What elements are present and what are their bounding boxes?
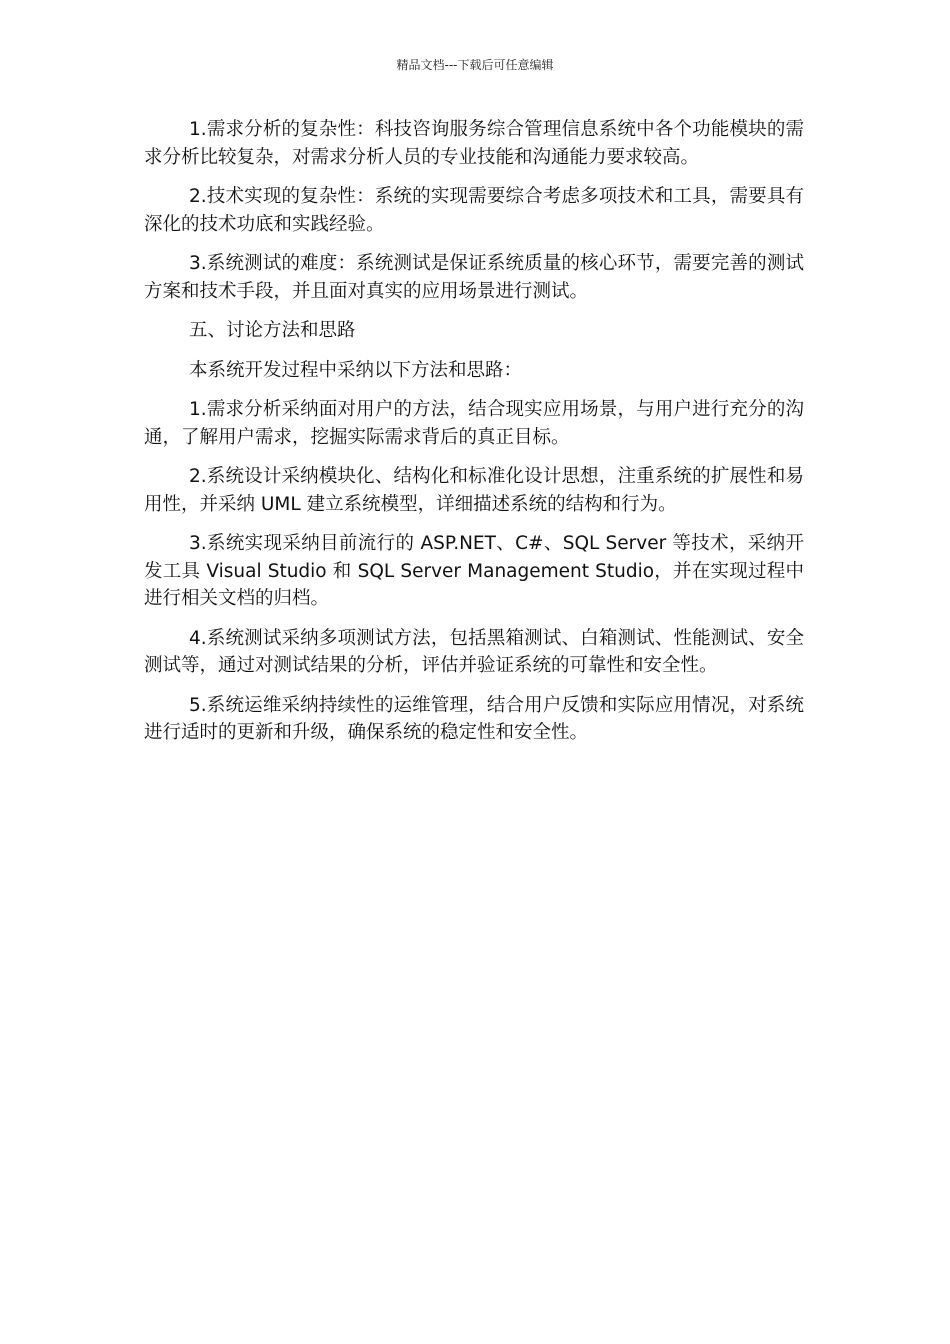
section-heading: 五、讨论方法和思路 [189,320,356,341]
document-body [144,116,804,759]
paragraph-method-testing: 4.系统测试采纳多项测试方法，包括黑箱测试、白箱测试、性能测试、安全测试等，通过对测试结果的分析，评估并验证系统的可靠性和安全性。 [144,627,804,676]
paragraph-method-requirements: 1.需求分析采纳面对用户的方法，结合现实应用场景，与用户进行充分的沟通，了解用户需求，挖掘实际需求背后的真正目标。 [144,399,804,448]
paragraph-difficulty-implementation: 2.技术实现的复杂性：系统的实现需要综合考虑多项技术和工具，需要具有深化的技术功底和实践经验。 [144,186,804,235]
paragraph-difficulty-requirements: 1.需求分析的复杂性：科技咨询服务综合管理信息系统中各个功能模块的需求分析比较复杂，对需求分析人员的专业技能和沟通能力要求较高。 [144,119,804,168]
paragraph-intro: 本系统开发过程中采纳以下方法和思路： [189,359,523,381]
paragraph-method-implementation: 3.系统实现采纳目前流行的 ASP.NET、C#、SQL Server 等技术，采纳开发工具 Visual Studio 和 SQL Server Management Studio，并在实现过程中进行相关文档的归档。 [144,533,804,609]
paragraph-method-design: 2.系统设计采纳模块化、结构化和标准化设计思想，注重系统的扩展性和易用性，并采纳 UML 建立系统模型，详细描述系统的结构和行为。 [144,466,804,515]
paragraph-method-operations: 5.系统运维采纳持续性的运维管理，结合用户反馈和实际应用情况，对系统进行适时的更新和升级，确保系统的稳定性和安全性。 [144,694,804,743]
paragraph-difficulty-testing: 3.系统测试的难度：系统测试是保证系统质量的核心环节，需要完善的测试方案和技术手段，并且面对真实的应用场景进行测试。 [144,253,804,302]
page-header: 精品文档---下载后可任意编辑 [396,58,554,72]
